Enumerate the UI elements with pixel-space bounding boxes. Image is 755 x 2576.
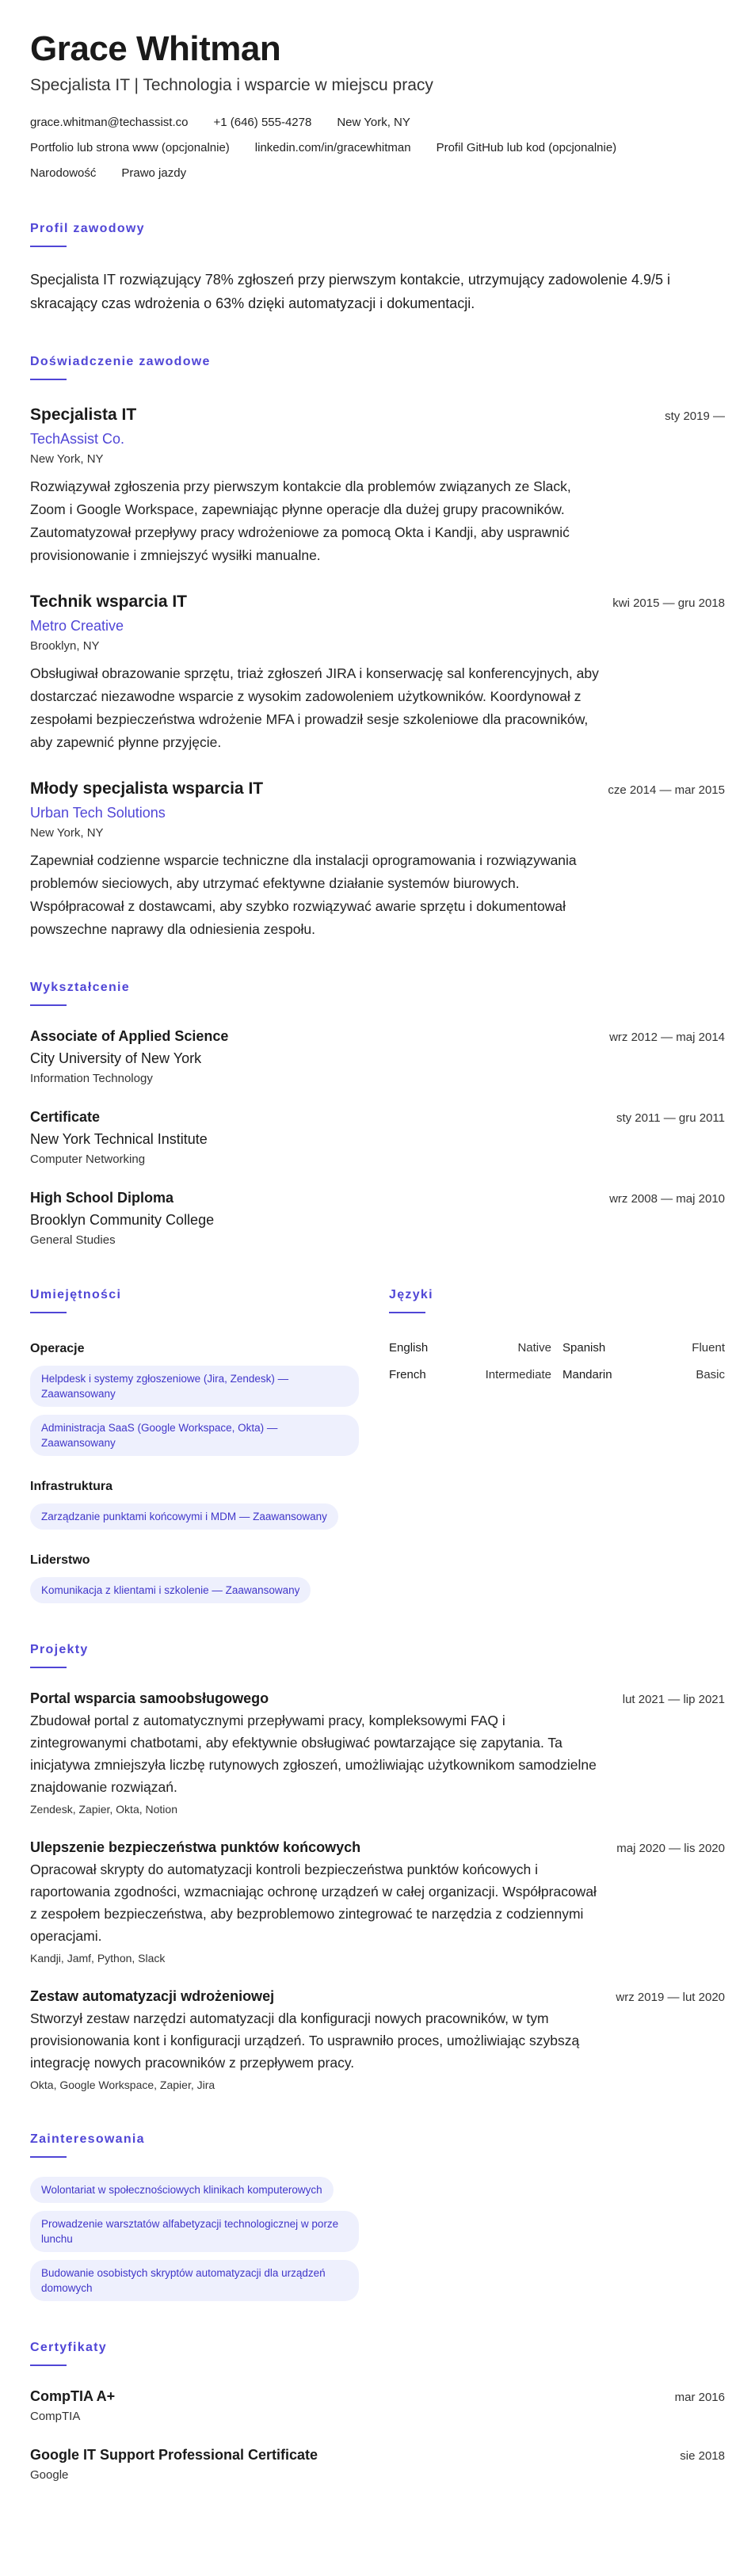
contact-phone[interactable]: +1 (646) 555-4278 xyxy=(213,116,312,129)
job-location: New York, NY xyxy=(30,452,104,466)
candidate-name: Grace Whitman xyxy=(30,29,281,68)
certificate-name: Google IT Support Professional Certificate xyxy=(30,2447,318,2463)
section-divider xyxy=(389,1312,425,1313)
summary-section xyxy=(30,220,725,315)
headline: Specjalista IT | Technologia i wsparcie w miejscu pracy xyxy=(30,76,433,94)
language-name: Spanish xyxy=(562,1341,606,1355)
company-name: TechAssist Co. xyxy=(30,431,125,447)
job-entry xyxy=(30,404,725,567)
education-date: wrz 2008 — maj 2010 xyxy=(609,1192,725,1206)
interest-tag: Wolontariat w społecznościowych klinikach komputerowych xyxy=(30,2177,334,2203)
linkedin-link[interactable]: linkedin.com/in/gracewhitman xyxy=(254,141,411,154)
certificate-entry xyxy=(30,2387,725,2425)
job-date: sty 2019 — xyxy=(665,410,725,423)
job-entry xyxy=(30,591,725,754)
certificates-section xyxy=(30,2339,725,2483)
school-name: City University of New York xyxy=(30,1050,202,1066)
skill-tag: Administracja SaaS (Google Workspace, Okta) — Zaawansowany xyxy=(30,1415,359,1456)
driving-license: Prawo jazdy xyxy=(121,166,187,180)
job-title: Technik wsparcia IT xyxy=(30,593,188,611)
project-date: lut 2021 — lip 2021 xyxy=(622,1693,725,1706)
section-divider xyxy=(30,379,67,380)
job-title: Młody specjalista wsparcia IT xyxy=(30,779,264,798)
skill-group-title: Liderstwo xyxy=(30,1553,90,1567)
job-location: Brooklyn, NY xyxy=(30,639,100,653)
company-name: Urban Tech Solutions xyxy=(30,805,166,821)
degree: Associate of Applied Science xyxy=(30,1028,229,1044)
skill-tag: Helpdesk i systemy zgłoszeniowe (Jira, Zendesk) — Zaawansowany xyxy=(30,1366,359,1407)
nationality: Narodowość xyxy=(30,166,97,180)
job-date: cze 2014 — mar 2015 xyxy=(608,783,725,797)
interest-tag: Prowadzenie warsztatów alfabetyzacji technologicznej w porze lunchu xyxy=(30,2211,359,2252)
certificate-date: mar 2016 xyxy=(674,2391,725,2404)
section-title: Projekty xyxy=(30,1643,89,1656)
certificate-issuer: CompTIA xyxy=(30,2410,81,2423)
project-name: Zestaw automatyzacji wdrożeniowej xyxy=(30,1988,275,2004)
education-entry xyxy=(30,1107,725,1168)
degree: High School Diploma xyxy=(30,1190,174,1206)
school-name: Brooklyn Community College xyxy=(30,1212,215,1228)
project-description: Opracował skrypty do automatyzacji kontroli bezpieczeństwa punktów końcowych i raportowania zgodności, wzmacniając ochronę urządzeń w całej organizacji. Współpracował z zespołem bezpieczeństwa, aby bezproblemowo zintegrować te narzędzia z codziennymi operacjami. xyxy=(30,1862,597,1944)
skill-group-title: Infrastruktura xyxy=(30,1480,113,1493)
language-level: Intermediate xyxy=(485,1368,551,1381)
language-level: Basic xyxy=(696,1368,725,1381)
languages-grid xyxy=(389,1340,725,1383)
project-date: wrz 2019 — lut 2020 xyxy=(616,1991,725,2004)
field-of-study: Computer Networking xyxy=(30,1153,146,1166)
skills-section xyxy=(30,1286,389,1603)
skill-tag: Komunikacja z klientami i szkolenie — Zaawansowany xyxy=(30,1577,311,1603)
language-name: Mandarin xyxy=(562,1368,612,1381)
project-tools: Kandji, Jamf, Python, Slack xyxy=(30,1952,166,1964)
section-title: Zainteresowania xyxy=(30,2132,145,2146)
section-divider xyxy=(30,1667,67,1668)
language-item xyxy=(389,1340,551,1356)
job-date: kwi 2015 — gru 2018 xyxy=(612,596,725,610)
website-link[interactable]: Portfolio lub strona www (opcjonalnie) xyxy=(30,141,230,154)
education-section xyxy=(30,979,725,1248)
contact-email[interactable]: grace.whitman@techassist.co xyxy=(30,116,189,129)
project-description: Zbudował portal z automatycznymi przepływami pracy, kompleksowymi FAQ i zintegrowanymi chatbotami, aby efektywnie obsługiwać powtarzające się zapytania. Ta inicjatywa zmniejszyła liczbę rutynowych zgłoszeń, umożliwiając użytkownikom samodzielne znajdowanie rozwiązań. xyxy=(30,1713,597,1795)
project-name: Portal wsparcia samoobsługowego xyxy=(30,1690,269,1706)
project-date: maj 2020 — lis 2020 xyxy=(616,1842,725,1855)
school-name: New York Technical Institute xyxy=(30,1131,208,1147)
language-level: Fluent xyxy=(692,1341,725,1355)
field-of-study: General Studies xyxy=(30,1233,116,1247)
contact-row xyxy=(30,114,725,131)
language-item xyxy=(562,1340,725,1356)
job-description: Zapewniał codzienne wsparcie techniczne dla instalacji oprogramowania i rozwiązywania problemów sieciowych, aby utrzymać efektywne działanie systemów biurowych. Współpracował z dostawcami, aby szybko rozwiązywać awarie sprzętu i dokumentował powszechne naprawy dla odniesienia zespołu. xyxy=(30,852,577,937)
project-tools: Zendesk, Zapier, Okta, Notion xyxy=(30,1803,177,1816)
interests-section xyxy=(30,2131,725,2301)
company-name: Metro Creative xyxy=(30,618,124,634)
language-name: English xyxy=(389,1341,429,1355)
certificate-entry xyxy=(30,2445,725,2483)
project-tools: Okta, Google Workspace, Zapier, Jira xyxy=(30,2079,215,2091)
section-divider xyxy=(30,2365,67,2366)
skills-languages-row xyxy=(30,1286,725,1603)
section-divider xyxy=(30,2156,67,2158)
certificate-date: sie 2018 xyxy=(680,2449,725,2463)
languages-section xyxy=(389,1286,725,1603)
summary-text: Specjalista IT rozwiązujący 78% zgłoszeń przy pierwszym kontakcie, utrzymujący zadowolenie 4.9/5 i skracający czas wdrożenia o 63% dzięki automatyzacji i dokumentacji. xyxy=(30,272,671,311)
project-entry xyxy=(30,1838,725,1966)
github-link[interactable]: Profil GitHub lub kod (opcjonalnie) xyxy=(436,141,617,154)
project-entry xyxy=(30,1689,725,1817)
section-title: Certyfikaty xyxy=(30,2341,108,2354)
experience-section xyxy=(30,353,725,941)
interest-tag: Budowanie osobistych skryptów automatyzacji dla urządzeń domowych xyxy=(30,2260,359,2301)
education-date: sty 2011 — gru 2011 xyxy=(616,1111,725,1125)
section-divider xyxy=(30,1004,67,1006)
personal-row xyxy=(30,165,725,182)
section-divider xyxy=(30,1312,67,1313)
section-title: Umiejętności xyxy=(30,1288,122,1301)
job-entry xyxy=(30,778,725,941)
section-title: Doświadczenie zawodowe xyxy=(30,355,211,368)
section-title: Wykształcenie xyxy=(30,981,130,994)
project-entry xyxy=(30,1987,725,2093)
section-divider xyxy=(30,246,67,247)
education-entry xyxy=(30,1027,725,1087)
job-title: Specjalista IT xyxy=(30,406,137,424)
section-title: Języki xyxy=(389,1288,433,1301)
language-item xyxy=(562,1367,725,1383)
job-location: New York, NY xyxy=(30,826,104,840)
certificate-issuer: Google xyxy=(30,2468,69,2482)
field-of-study: Information Technology xyxy=(30,1072,153,1085)
section-title: Profil zawodowy xyxy=(30,222,145,235)
education-date: wrz 2012 — maj 2014 xyxy=(609,1031,725,1044)
contact-location: New York, NY xyxy=(337,116,410,129)
projects-section xyxy=(30,1641,725,2093)
project-name: Ulepszenie bezpieczeństwa punktów końcowych xyxy=(30,1839,361,1855)
skill-tag: Zarządzanie punktami końcowymi i MDM — Zaawansowany xyxy=(30,1503,338,1530)
job-description: Obsługiwał obrazowanie sprzętu, triaż zgłoszeń JIRA i konserwację sal konferencyjnych, aby dostarczać niezawodne wsparcie z wysokim zadowoleniem użytkowników. Koordynował z zespołami bezpieczeństwa wdrożenie MFA i prowadził sesje szkoleniowe dla pracowników, aby zapewnić płynne przyjęcie. xyxy=(30,665,599,750)
language-level: Native xyxy=(517,1341,551,1355)
language-name: French xyxy=(389,1368,426,1381)
project-description: Stworzył zestaw narzędzi automatyzacji dla konfiguracji nowych pracowników, w tym provisionowania kont i konfiguracji urządzeń. To usprawniło proces, umożliwiając szybszą integrację nowych pracowników z przepływem pracy. xyxy=(30,2010,580,2071)
links-row xyxy=(30,139,725,157)
language-item xyxy=(389,1367,551,1383)
job-description: Rozwiązywał zgłoszenia przy pierwszym kontakcie dla problemów związanych ze Slack, Zoom i Google Workspace, zapewniając płynne operacje dla dużej grupy pracowników. Zautomatyzował przepływy pracy wdrożeniowe za pomocą Okta i Kandji, aby usprawnić provisionowanie i zmniejszyć wysiłki manualne. xyxy=(30,478,571,563)
education-entry xyxy=(30,1188,725,1248)
skill-group-title: Operacje xyxy=(30,1342,85,1355)
certificate-name: CompTIA A+ xyxy=(30,2388,116,2404)
degree: Certificate xyxy=(30,1109,101,1125)
